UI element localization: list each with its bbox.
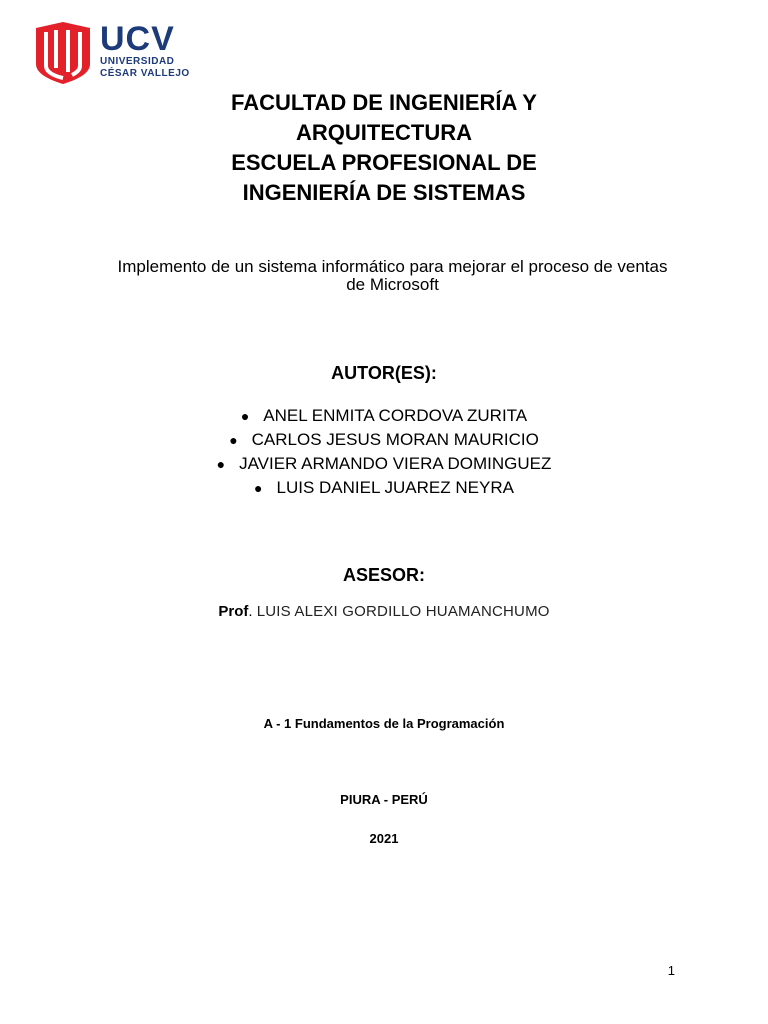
title-line-1: FACULTAD DE INGENIERÍA Y	[231, 90, 537, 115]
list-item	[0, 452, 768, 476]
ucv-shield-icon	[36, 22, 90, 84]
title-line-2: ARQUITECTURA	[296, 120, 472, 145]
project-subtitle: Implemento de un sistema informático para mejorar el proceso de ventas de Microsoft	[117, 257, 668, 294]
document-title	[0, 88, 768, 208]
page-number: 1	[667, 963, 675, 978]
location: PIURA - PERÚ	[340, 792, 428, 807]
bullet-icon: ●	[229, 432, 238, 448]
bullet-icon: ●	[240, 408, 250, 424]
author-name: LUIS DANIEL JUAREZ NEYRA	[276, 478, 514, 497]
logo-line-1: UNIVERSIDAD	[100, 56, 175, 67]
advisor-heading: ASESOR:	[342, 565, 425, 585]
year: 2021	[369, 831, 399, 846]
logo-line-2: CÉSAR VALLEJO	[100, 68, 190, 79]
logo-ucv-text: UCV	[100, 20, 175, 58]
author-name: ANEL ENMITA CORDOVA ZURITA	[263, 406, 528, 425]
logo-wordmark	[100, 22, 190, 80]
author-name: CARLOS JESUS MORAN MAURICIO	[251, 430, 539, 449]
bullet-icon: ●	[216, 456, 226, 472]
advisor-prefix: Prof	[218, 603, 249, 620]
advisor-name: LUIS ALEXI GORDILLO HUAMANCHUMO	[256, 603, 550, 620]
list-item	[0, 428, 768, 452]
ucv-logo	[36, 20, 190, 84]
authors-list	[0, 404, 768, 500]
author-name: JAVIER ARMANDO VIERA DOMINGUEZ	[239, 454, 552, 473]
bullet-icon: ●	[254, 480, 263, 496]
list-item	[0, 476, 768, 500]
title-line-4: INGENIERÍA DE SISTEMAS	[242, 180, 526, 205]
title-line-3: ESCUELA PROFESIONAL DE	[231, 150, 537, 175]
advisor-line	[0, 602, 768, 622]
course-name: A - 1 Fundamentos de la Programación	[263, 716, 505, 731]
list-item	[0, 404, 768, 428]
authors-heading: AUTOR(ES):	[331, 363, 437, 383]
advisor-dot: .	[248, 603, 253, 620]
